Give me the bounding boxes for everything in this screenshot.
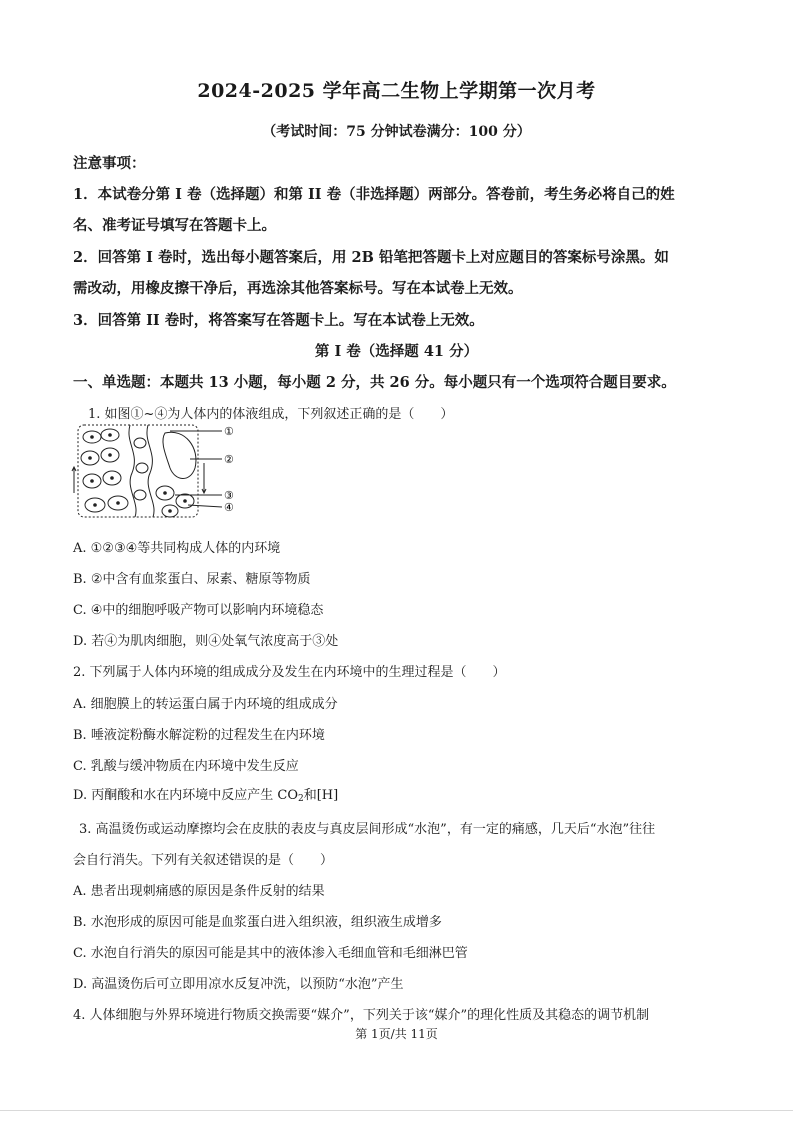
q2-option-b: B. 唾液淀粉酶水解淀粉的过程发生在内环境 [73,728,325,743]
q2-option-c: C. 乳酸与缓冲物质在内环境中发生反应 [73,759,299,774]
q3-stem-line1: 3. 高温烫伤或运动摩擦均会在皮肤的表皮与真皮层间形成“水泡”，有一定的痛感，几天后“水泡”往往 [79,822,656,837]
q1-option-b: B. ②中含有血浆蛋白、尿素、糖原等物质 [73,572,311,587]
q1-option-c: C. ④中的细胞呼吸产物可以影响内环境稳态 [73,603,324,618]
q1-option-a: A. ①②③④等共同构成人体的内环境 [73,541,281,556]
figure-label-2: ② [224,453,234,466]
q4-stem: 4. 人体细胞与外界环境进行物质交换需要“媒介”，下列关于该“媒介”的理化性质及其稳态的调节机制 [73,1008,650,1023]
q2-stem: 2. 下列属于人体内环境的组成成分及发生在内环境中的生理过程是（ ） [73,665,506,680]
notes-heading: 注意事项： [73,155,146,172]
q2-option-a: A. 细胞膜上的转运蛋白属于内环境的组成成分 [73,697,338,712]
note-1b: 名、准考证号填写在答题卡上。 [73,217,276,234]
q3-stem-line2: 会自行消失。下列有关叙述错误的是（ ） [73,853,334,868]
q3-option-c: C. 水泡自行消失的原因可能是其中的液体渗入毛细血管和毛细淋巴管 [73,946,468,961]
note-3: 3．回答第 II 卷时，将答案写在答题卡上。写在本试卷上无效。 [73,312,484,329]
page-title: 2024-2025 学年高二生物上学期第一次月考 [197,80,596,102]
note-2a: 2．回答第 I 卷时，选出每小题答案后，用 2B 铅笔把答题卡上对应题目的答案标号涂黑。如 [73,249,669,266]
q3-option-d: D. 高温烫伤后可立即用凉水反复冲洗，以预防“水泡”产生 [73,977,404,992]
q3-option-b: B. 水泡形成的原因可能是血浆蛋白进入组织液，组织液生成增多 [73,915,442,930]
note-2b: 需改动，用橡皮擦干净后，再选涂其他答案标号。写在本试卷上无效。 [73,280,523,297]
q2-option-d: D. 丙酮酸和水在内环境中反应产生 $CO_2$和[H] [73,788,339,804]
body-fluid-diagram [70,423,250,523]
exam-info: （考试时间：75 分钟试卷满分：100 分） [262,124,531,140]
figure-label-4: ④ [224,501,234,514]
q3-option-a: A. 患者出现刺痛感的原因是条件反射的结果 [73,884,325,899]
section-instruction: 一、单选题：本题共 13 小题，每小题 2 分，共 26 分。每小题只有一个选项符合题目要求。 [73,374,676,391]
page-number: 第 1页/共 11页 [355,1027,438,1041]
note-1a: 1．本试卷分第 I 卷（选择题）和第 II 卷（非选择题）两部分。答卷前，考生务必将自己的姓 [73,186,675,203]
section-title: 第 I 卷（选择题 41 分） [314,343,479,360]
q1-stem: 1. 如图①~④为人体内的体液组成，下列叙述正确的是（ ） [88,407,454,422]
figure-label-1: ① [224,425,234,438]
q1-option-d: D. 若④为肌肉细胞，则④处氧气浓度高于③处 [73,634,339,649]
figure-label-3: ③ [224,489,234,502]
page-bottom-divider [0,1110,793,1111]
